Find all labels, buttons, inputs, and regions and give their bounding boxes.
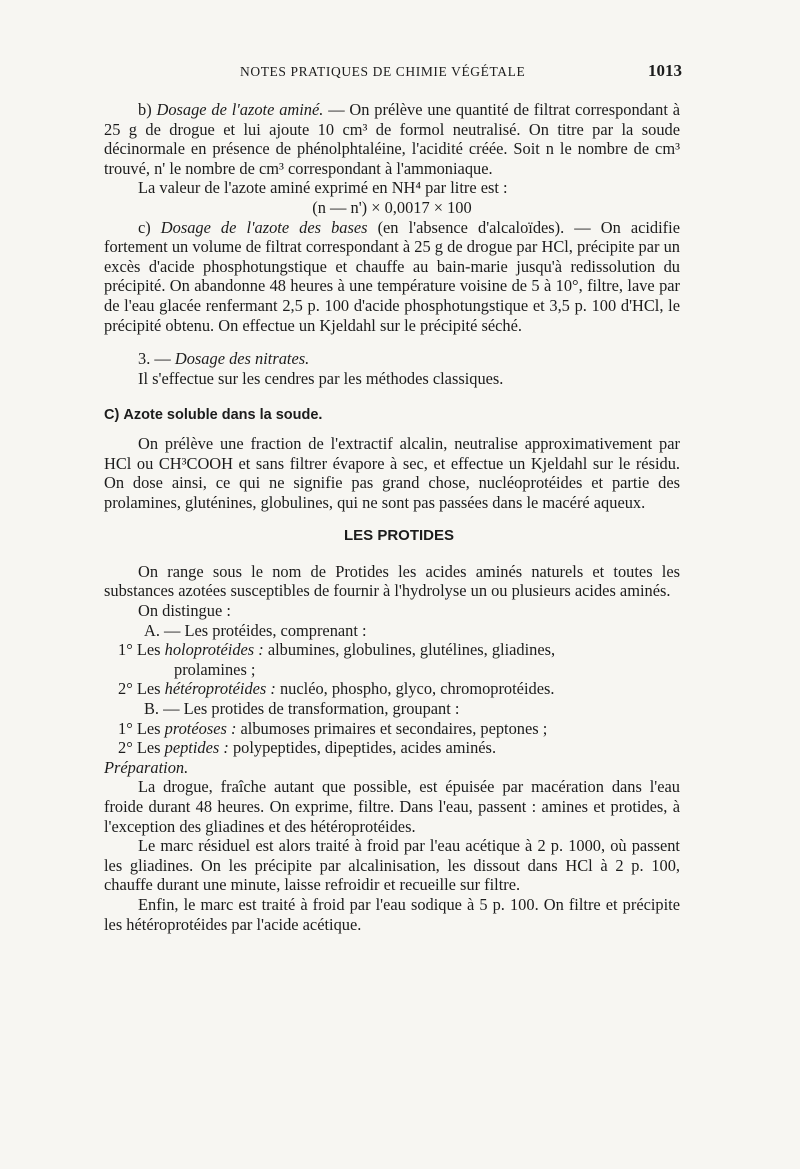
subheading: Préparation. [104, 757, 189, 777]
item-prefix: Les [136, 718, 161, 738]
paragraph-preparation-2: Le marc résiduel est alors traité à froid par l'eau acétique à 2 p. 1000, où passent les gliadines. On les précipite par alcalinisation, les dissout dans HCl à 2 p. 100, chauffe durant une minute, laisse refroidir et recueille sur filtre. [104, 836, 680, 895]
preparation-heading [104, 758, 680, 778]
paragraph-dosage-azote-amine [104, 100, 680, 178]
list-heading-b: B. — Les protides de transformation, groupant : [144, 699, 460, 719]
paragraph-distingue: On distingue : [138, 601, 231, 621]
paragraph-valeur: La valeur de l'azote aminé exprimé en NH⁴ par litre est : [138, 178, 508, 198]
item-number: 2° [118, 738, 133, 758]
list-item-b2 [118, 738, 680, 758]
item-prefix: Les [136, 640, 161, 660]
formula: (n — n') × 0,0017 × 100 [312, 197, 472, 217]
running-title: NOTES PRATIQUES DE CHIMIE VÉGÉTALE [240, 64, 526, 79]
section-label: C) [104, 407, 120, 424]
paragraph-text: — On prélève une quantité de filtrat correspondant à 25 g de drogue et lui ajoute 10 cm³ de formol neutralisé. On titre par la soude décinormale en présence de phénolphtaléine, l'acidité créée. Soit n le nombre de cm³ trouvé, n' le nombre de cm³ correspondant à l'ammoniaque. [104, 100, 680, 178]
paragraph-text: (en l'absence d'alcaloïdes). — On acidifie fortement un volume de filtrat correspondant à 25 g de drogue par HCl, précipite par un excès d'acide phosphotungstique et chauffe au bain-marie jusqu'à redissolution du précipité. On abandonne 48 heures à une température voisine de 5 à 10°, filtre, lave par de l'eau glacée renfermant 2,5 p. 100 d'acide phosphotungstique et 3,5 p. 100 d'HCl, le précipité obtenu. On effectue un Kjeldahl sur le précipité séché. [104, 217, 680, 335]
list-item-a1-continued: prolamines ; [174, 659, 256, 679]
section-heading-soude [104, 404, 680, 426]
paragraph-soude: On prélève une fraction de l'extractif alcalin, neutralise approximativement par HCl ou CH³COOH et sans filtrer évapore à sec, et effectue un Kjeldahl sur le résidu. On dose ainsi, ce qui ne signifie pas grand chose, nucléoprotéides et partie des prolamines, gluténines, globulines, qui ne sont pas passées dans le macéré aqueux. [104, 433, 680, 512]
section-title-protides: LES PROTIDES [343, 527, 455, 545]
item-number: 1° [118, 718, 133, 738]
item-label: 3. — [138, 349, 171, 369]
list-item-b1 [118, 719, 680, 739]
item-text: albumines, globulines, glutélines, gliadines, [267, 640, 556, 660]
paragraph-range: On range sous le nom de Protides les acides aminés naturels et toutes les substances azotées susceptibles de fournir à l'hydrolyse un ou plusieurs acides aminés. [104, 561, 680, 601]
paragraph-dosage-bases [104, 218, 680, 336]
page-body [104, 100, 680, 934]
item-label: b) [138, 100, 152, 119]
page-number: 1013 [648, 61, 682, 80]
subheading: Dosage de l'azote aminé. [156, 100, 324, 119]
item-text: albumoses primaires et secondaires, peptones ; [240, 718, 548, 738]
item-number: 2° [118, 679, 133, 699]
paragraph-preparation-3: Enfin, le marc est traité à froid par l'eau sodique à 5 p. 100. On filtre et précipite les hétéroprotéides par l'acide acétique. [104, 894, 680, 934]
item-term: hétéroprotéides : [164, 679, 276, 699]
list-heading-a: A. — Les protéides, comprenant : [144, 620, 367, 640]
section-title: Azote soluble dans la soude. [123, 407, 323, 424]
page-header [240, 61, 682, 80]
paragraph-nitrates-heading [104, 349, 680, 369]
item-term: protéoses : [164, 718, 237, 738]
item-text: nucléo, phospho, glyco, chromoprotéides. [279, 679, 555, 699]
item-label: c) [138, 217, 151, 237]
list-item-a1 [118, 640, 680, 660]
list-item-a2 [118, 679, 680, 699]
subheading: Dosage de l'azote des bases [160, 217, 368, 237]
paragraph-preparation-1: La drogue, fraîche autant que possible, est épuisée par macération dans l'eau froide durant 48 heures. On exprime, filtre. Dans l'eau, passent : amines et protides, à l'exception des gliadines et des hétéroprotéides. [104, 777, 680, 836]
paragraph-nitrates: Il s'effectue sur les cendres par les méthodes classiques. [138, 368, 504, 388]
item-term: holoprotéides : [164, 640, 264, 660]
item-term: peptides : [164, 738, 229, 758]
item-prefix: Les [136, 738, 161, 758]
item-number: 1° [118, 640, 133, 660]
item-prefix: Les [136, 679, 161, 699]
item-text: polypeptides, dipeptides, acides aminés. [232, 738, 497, 758]
subheading: Dosage des nitrates. [174, 349, 310, 369]
